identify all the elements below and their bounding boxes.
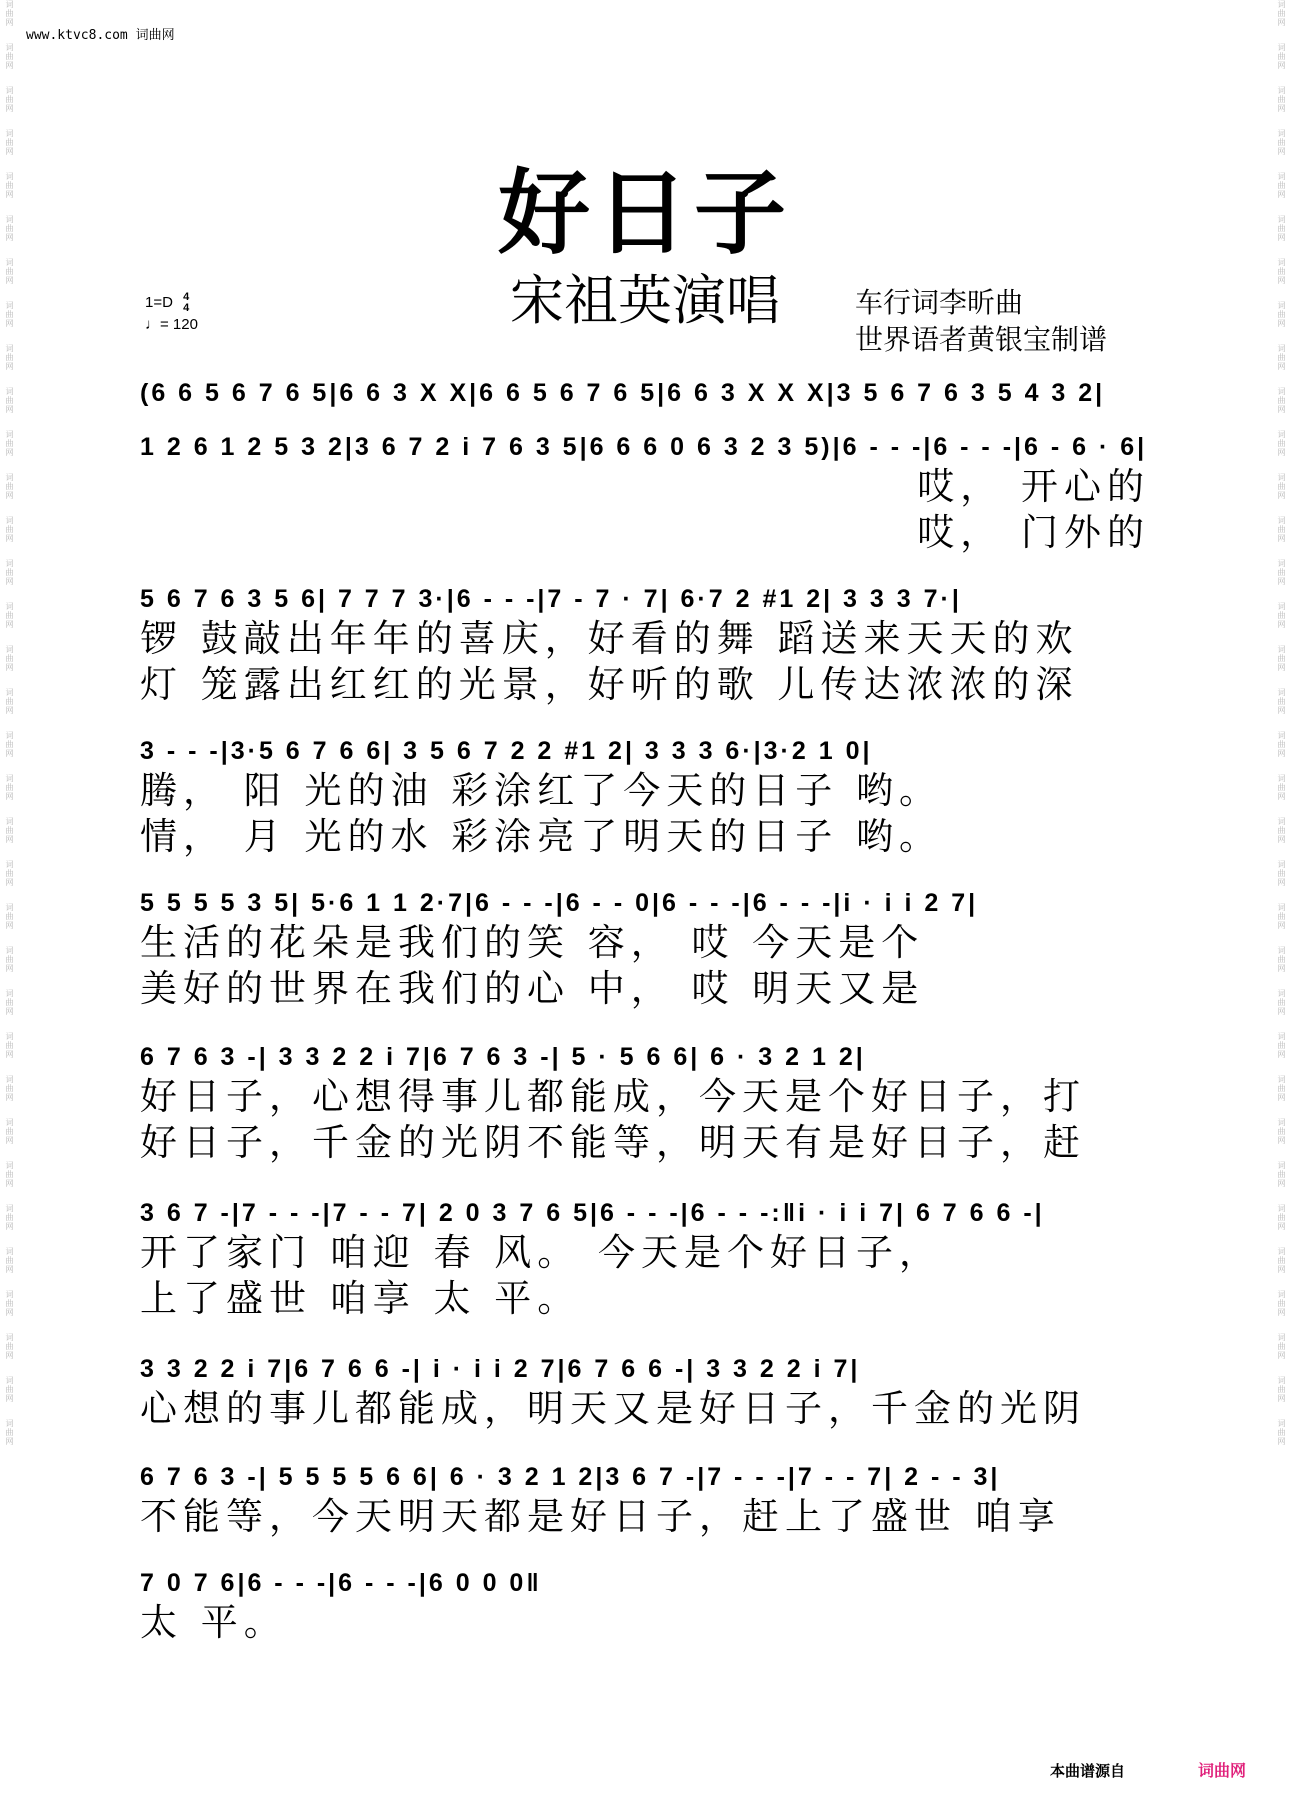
lyric-line-1: 锣 鼓敲出年年的喜庆，好看的舞 蹈送来天天的欢 [140,617,1079,660]
lyric-line-1: 腾， 阳 光的油 彩涂红了今天的日子 哟。 [140,769,943,812]
watermark-text: 词曲网 [1277,387,1286,414]
watermark-text: 词曲网 [5,129,14,156]
watermark-text: 词曲网 [5,43,14,70]
notation-line: 5 5 5 5 3 5| 5·6 1 1 2·7|6 - - -|6 - - 0|6 - - -|6 - - -|i · i i 2 7| [140,889,979,917]
score-system-6 [140,1040,1150,1166]
watermark-text: 词曲网 [1277,903,1286,930]
watermark-text: 词曲网 [5,989,14,1016]
watermark-text: 词曲网 [1277,774,1286,801]
watermark-text: 词曲网 [1277,43,1286,70]
time-signature [183,292,189,314]
watermark-text: 词曲网 [5,1161,14,1188]
watermark-text: 词曲网 [1277,1204,1286,1231]
watermark-text: 词曲网 [5,1333,14,1360]
watermark-text: 词曲网 [1277,86,1286,113]
watermark-text: 词曲网 [5,1419,14,1446]
watermark-text: 词曲网 [1277,1290,1286,1317]
watermark-text: 词曲网 [5,688,14,715]
watermark-text: 词曲网 [1277,172,1286,199]
watermark-text: 词曲网 [5,516,14,543]
notation-line: 6 7 6 3 -| 5 5 5 5 6 6| 6 · 3 2 1 2|3 6 7 -|7 - - -|7 - - 7| 2 - - 3| [140,1463,1001,1491]
watermark-text: 词曲网 [1277,559,1286,586]
key-label: 1=D [145,294,173,311]
watermark-text: 词曲网 [5,258,14,285]
lyric-line-2: 上了盛世 咱享 太 平。 [140,1277,581,1320]
score-system-8 [140,1352,1150,1432]
watermark-text: 词曲网 [5,559,14,586]
watermark-text: 词曲网 [5,1204,14,1231]
watermark-text: 词曲网 [1277,1118,1286,1145]
watermark-text: 词曲网 [1277,946,1286,973]
watermark-text: 词曲网 [1277,344,1286,371]
score-system-3 [140,582,1150,708]
score-system-1 [140,376,1150,410]
credits-transcriber: 世界语者黄银宝制谱 [855,323,1108,356]
lyric-line-2: 好日子，千金的光阴不能等，明天有是好日子，赶 [140,1121,1086,1164]
watermark-text: 词曲网 [5,602,14,629]
watermark-text: 词曲网 [1277,817,1286,844]
watermark-text: 词曲网 [5,430,14,457]
watermark-text: 词曲网 [5,86,14,113]
notation-line: 1 2 6 1 2 5 3 2|3 6 7 2 i 7 6 3 5|6 6 6 0 6 3 2 3 5)|6 - - -|6 - - -|6 - 6 · 6| [140,433,1148,461]
watermark-text: 词曲网 [5,1247,14,1274]
notation-line: 6 7 6 3 -| 3 3 2 2 i 7|6 7 6 3 -| 5 · 5 6 6| 6 · 3 2 1 2| [140,1043,866,1071]
watermark-text: 词曲网 [1277,645,1286,672]
watermark-text: 词曲网 [1277,0,1286,27]
watermark-text: 词曲网 [1277,731,1286,758]
watermark-text: 词曲网 [1277,860,1286,887]
credits [855,284,1107,358]
key-signature [145,292,198,336]
lyric-line-1: 开了家门 咱迎 春 风。 今天是个好日子， [140,1231,943,1274]
watermark-text: 词曲网 [5,731,14,758]
watermark-text: 词曲网 [1277,215,1286,242]
watermark-text: 词曲网 [5,1290,14,1317]
watermark-text: 词曲网 [5,860,14,887]
score-system-2 [140,430,1150,556]
watermark-text: 词曲网 [5,1376,14,1403]
song-performer: 宋祖英演唱 [510,269,780,332]
footer-source-label: 本曲谱源自 [1050,1762,1126,1780]
lyric-line-1: 生活的花朵是我们的笑 容， 哎 今天是个 [140,921,925,964]
watermark-text: 词曲网 [1277,301,1286,328]
lyric-line-2: 情， 月 光的水 彩涂亮了明天的日子 哟。 [140,815,943,858]
watermark-text: 词曲网 [5,1032,14,1059]
watermark-text: 词曲网 [1277,1419,1286,1446]
watermark-text: 词曲网 [5,0,14,27]
watermark-text: 词曲网 [5,215,14,242]
lyric-line-2: 灯 笼露出红红的光景，好听的歌 儿传达浓浓的深 [140,663,1079,706]
lyric-line-1: 太 平。 [140,1601,287,1644]
song-title: 好日子 [497,160,792,267]
lyric-line-1: 好日子，心想得事儿都能成，今天是个好日子，打 [140,1075,1086,1118]
watermark-text: 词曲网 [1277,1032,1286,1059]
lyric-line-1: 哎， 开心的 [917,465,1150,508]
watermark-text: 词曲网 [5,473,14,500]
notation-line: 5 6 7 6 3 5 6| 7 7 7 3·|6 - - -|7 - 7 · 7| 6·7 2 #1 2| 3 3 3 7·| [140,585,962,613]
notation-line: (6 6 5 6 7 6 5|6 6 3 X X|6 6 5 6 7 6 5|6 6 3 X X X|3 5 6 7 6 3 5 4 3 2| [140,379,1106,407]
score-system-7 [140,1196,1150,1322]
watermark-text: 词曲网 [1277,688,1286,715]
watermark-text: 词曲网 [1277,1333,1286,1360]
notation-line: 7 0 7 6|6 - - -|6 - - -|6 0 0 0‖ [140,1569,542,1597]
watermark-text: 词曲网 [1277,129,1286,156]
watermark-text: 词曲网 [5,301,14,328]
time-bottom: 4 [183,302,190,315]
watermark-text: 词曲网 [5,344,14,371]
watermark-text: 词曲网 [5,645,14,672]
credits-lyricist-composer: 车行词李昕曲 [855,286,1024,319]
watermark-text: 词曲网 [1277,1247,1286,1274]
watermark-text: 词曲网 [1277,473,1286,500]
lyric-line-1: 心想的事儿都能成，明天又是好日子，千金的光阴 [140,1387,1086,1430]
score-system-9 [140,1460,1150,1540]
watermark-text: 词曲网 [1277,602,1286,629]
watermark-text: 词曲网 [5,1075,14,1102]
score-system-4 [140,734,1150,860]
watermark-text: 词曲网 [5,774,14,801]
footer-brand[interactable]: 词曲网 [1198,1761,1247,1780]
watermark-text: 词曲网 [5,903,14,930]
lyric-line-2: 哎， 门外的 [917,511,1150,554]
score-system-10 [140,1566,1150,1646]
notation-line: 3 - - -|3·5 6 7 6 6| 3 5 6 7 2 2 #1 2| 3 3 3 6·|3·2 1 0| [140,737,873,765]
watermark-text: 词曲网 [1277,430,1286,457]
watermark-text: 词曲网 [5,1118,14,1145]
score-system-5 [140,886,1150,1012]
watermark-text: 词曲网 [5,172,14,199]
time-top: 4 [183,291,190,304]
watermark-text: 词曲网 [5,946,14,973]
notation-line: 3 6 7 -|7 - - -|7 - - 7| 2 0 3 7 6 5|6 - - -|6 - - -:‖i · i i 7| 6 7 6 6 -| [140,1199,1045,1227]
lyric-line-2: 美好的世界在我们的心 中， 哎 明天又是 [140,967,925,1010]
watermark-text: 词曲网 [1277,1161,1286,1188]
site-url: www.ktvc8.com 词曲网 [26,28,175,43]
watermark-text: 词曲网 [1277,1376,1286,1403]
watermark-text: 词曲网 [1277,1075,1286,1102]
watermark-text: 词曲网 [5,817,14,844]
watermark-text: 词曲网 [1277,258,1286,285]
watermark-text: 词曲网 [5,387,14,414]
watermark-text: 词曲网 [1277,516,1286,543]
lyric-line-1: 不能等，今天明天都是好日子，赶上了盛世 咱享 [140,1495,1061,1538]
watermark-text: 词曲网 [1277,989,1286,1016]
tempo-marking: ♩= 120 [145,316,198,334]
notation-line: 3 3 2 2 i 7|6 7 6 6 -| i · i i 2 7|6 7 6 6 -| 3 3 2 2 i 7| [140,1355,861,1383]
